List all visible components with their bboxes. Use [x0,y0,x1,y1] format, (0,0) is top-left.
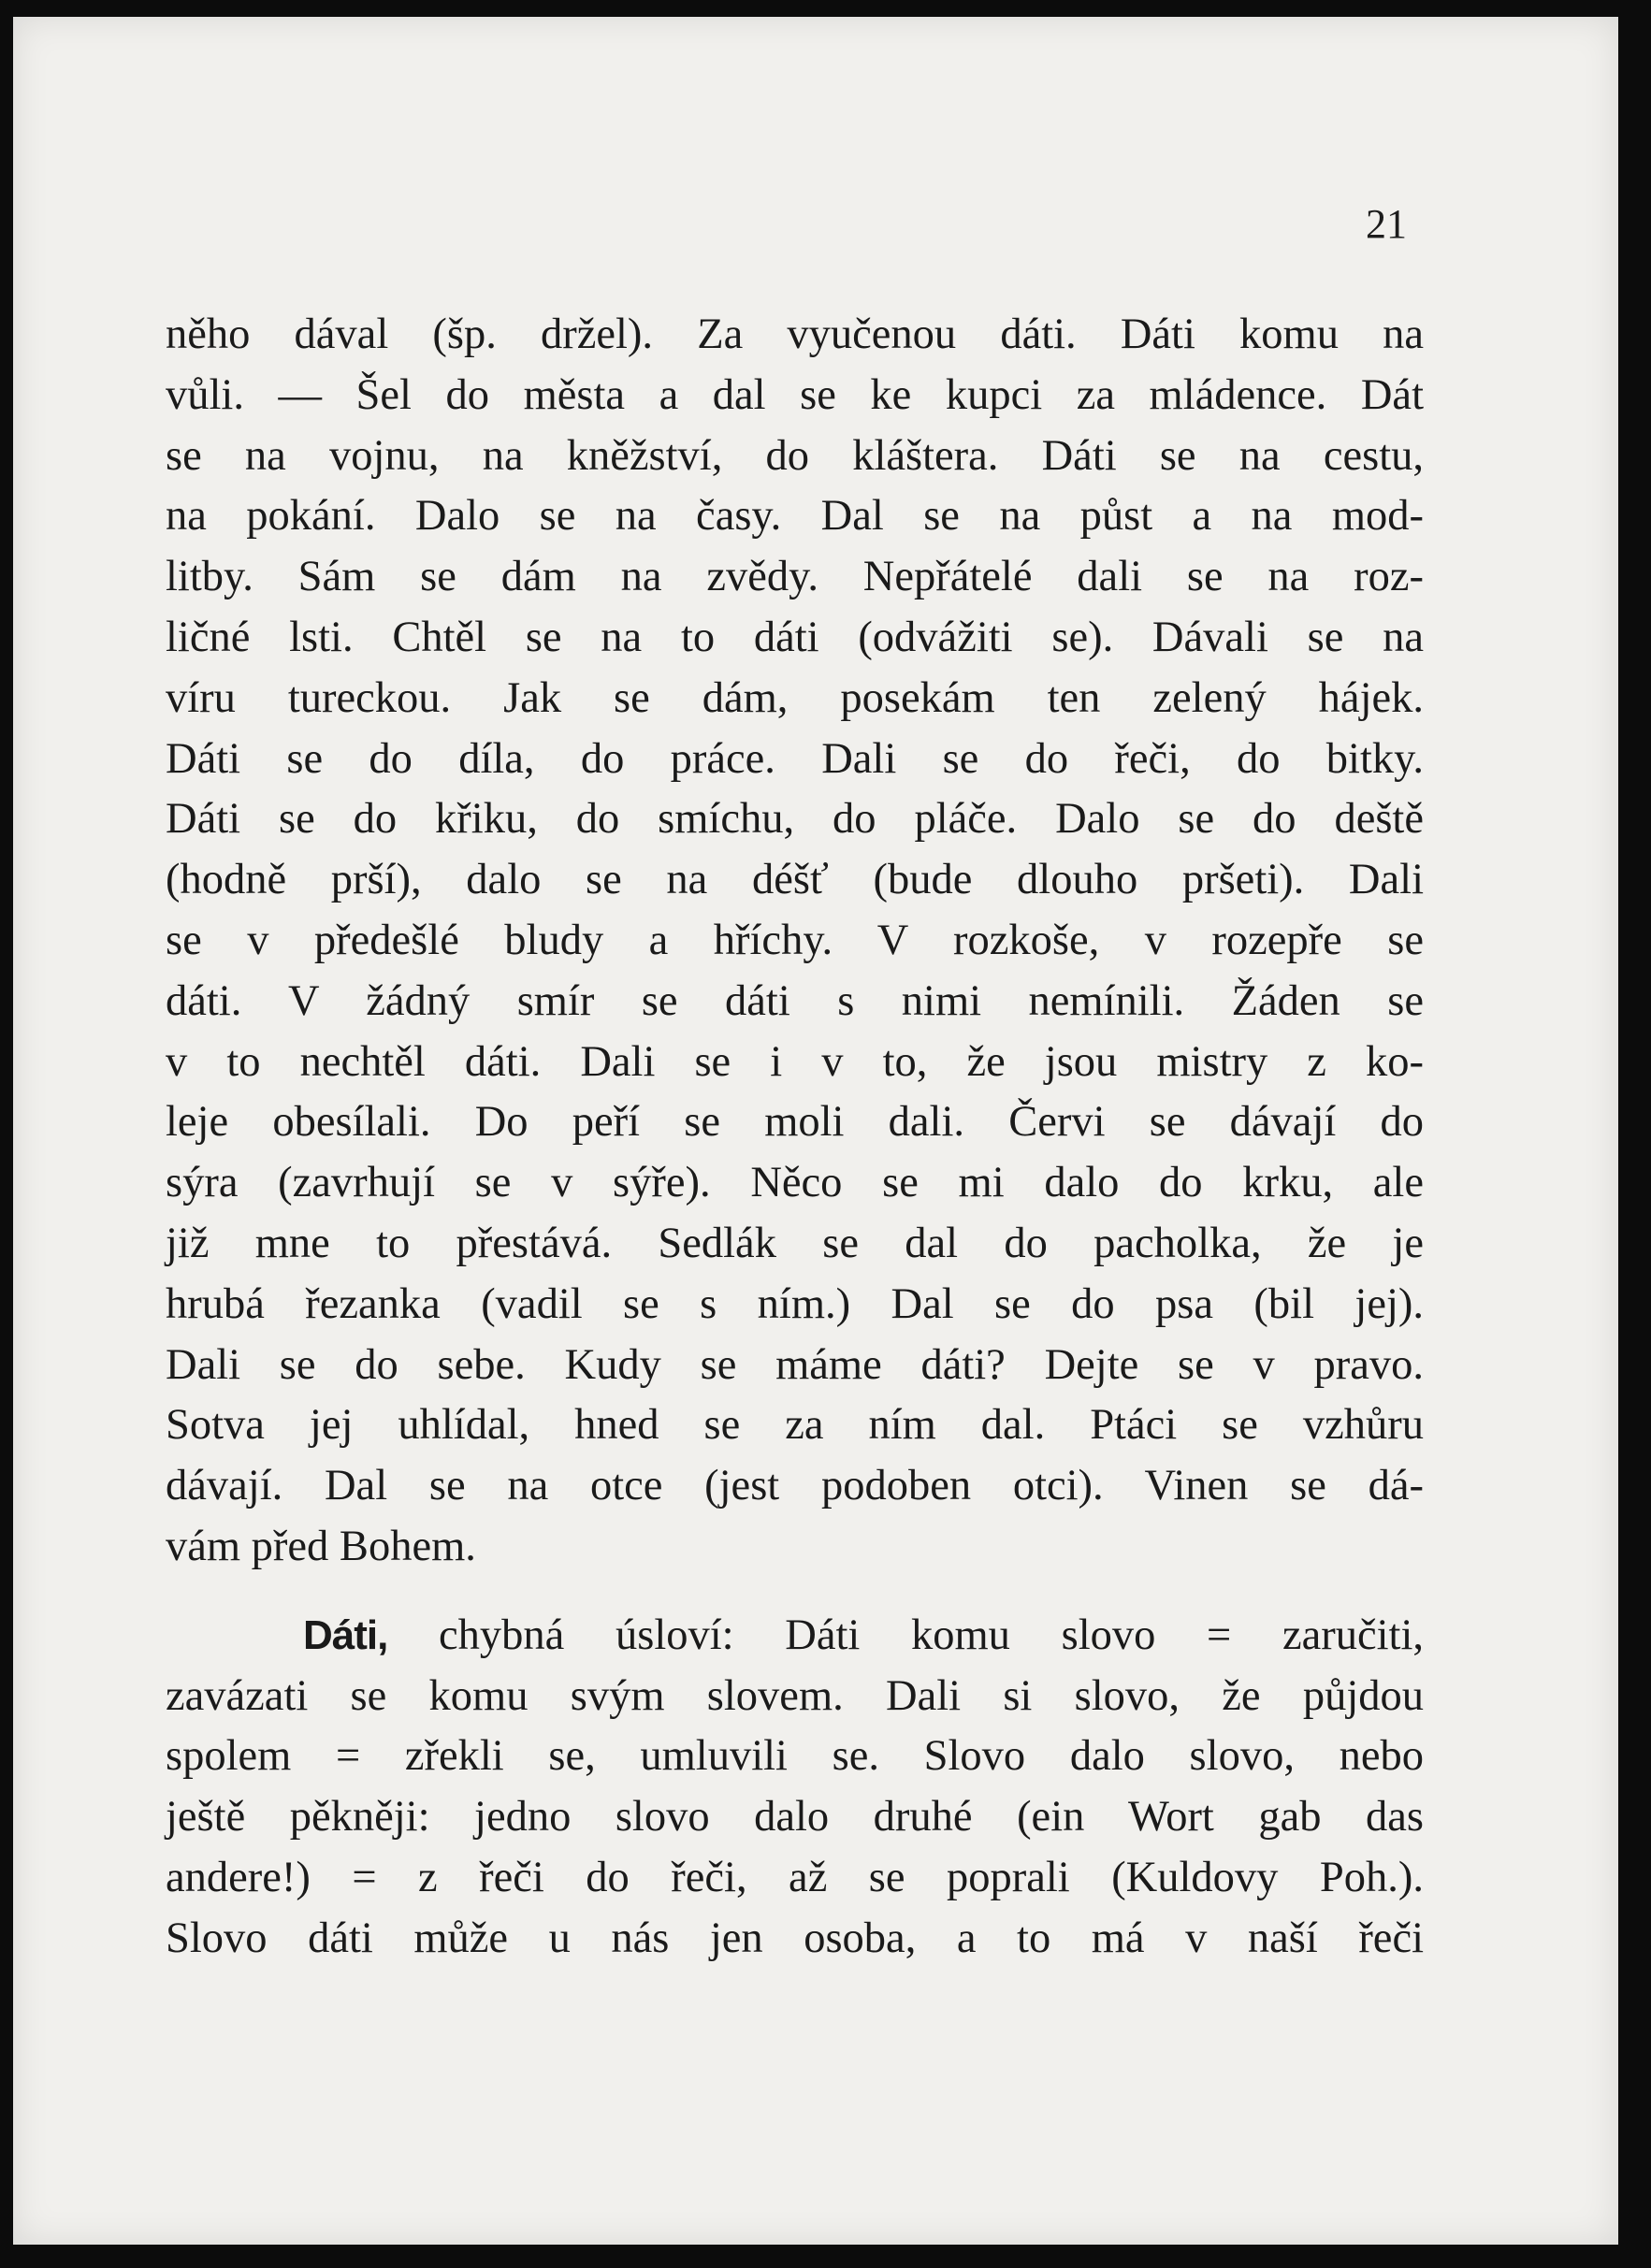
text-line: na pokání. Dalo se na časy. Dal se na půst a na mod- [166,492,1424,541]
text-line: dávají. Dal se na otce (jest podoben otci). Vinen se dá- [166,1462,1424,1510]
text-line: sýra (zavrhují se v sýře). Něco se mi dalo do krku, ale [166,1159,1424,1207]
text-line: ještě pěkněji: jedno slovo dalo druhé (ein Wort gab das [166,1793,1424,1842]
entry-first-line-text: chybná úsloví: Dáti komu slovo = zaručiti, [387,1611,1424,1659]
text-line: Slovo dáti může u nás jen osoba, a to má v naší řeči [166,1914,1424,1962]
text-line: hrubá řezanka (vadil se s ním.) Dal se do psa (bil jej). [166,1279,1424,1328]
text-line: víru tureckou. Jak se dám, posekám ten zelený hájek. [166,673,1424,722]
body-text [166,305,1424,1970]
text-line: zavázati se komu svým slovem. Dali si slovo, že půjdou [166,1671,1424,1720]
text-line: leje obesílali. Do peří se moli dali. Červi se dávají do [166,1098,1424,1147]
page-number: 21 [1366,201,1407,247]
text-line: Dali se do sebe. Kudy se máme dáti? Dejte se v pravo. [166,1340,1424,1389]
text-line: vám před Bohem. [166,1522,476,1570]
text-line: litby. Sám se dám na zvědy. Nepřátelé dali se na roz- [166,553,1424,601]
text-line: vůli. — Šel do města a dal se ke kupci za mládence. Dát [166,370,1424,419]
entry-first-line [166,1606,1424,1667]
text-line: Sotva jej uhlídal, hned se za ním dal. Ptáci se vzhůru [166,1401,1424,1450]
text-line: se na vojnu, na kněžství, do kláštera. Dáti se na cestu, [166,431,1424,480]
text-line: (hodně prší), dalo se na déšť (bude dlouho pršeti). Dali [166,856,1424,904]
text-line: Dáti se do díla, do práce. Dali se do řeči, do bitky. [166,734,1424,783]
text-line: něho dával (šp. držel). Za vyučenou dáti. Dáti komu na [166,311,1424,358]
paragraph-1 [166,305,1424,1578]
paragraph-2 [166,1606,1424,1970]
text-line: dáti. V žádný smír se dáti s nimi nemínili. Žáden se [166,976,1424,1025]
text-line: ličné lsti. Chtěl se na to dáti (odvážiti se). Dávali se na [166,613,1424,661]
text-line: andere!) = z řeči do řeči, až se poprali (Kuldovy Poh.). [166,1853,1424,1901]
text-line: v to nechtěl dáti. Dali se i v to, že jsou mistry z ko- [166,1037,1424,1086]
book-page [13,17,1618,2245]
text-line: spolem = zřekli se, umluvili se. Slovo dalo slovo, nebo [166,1732,1424,1781]
text-line: se v předešlé bludy a hříchy. V rozkoše, v rozepře se [166,916,1424,964]
text-line: již mne to přestává. Sedlák se dal do pacholka, že je [166,1219,1424,1267]
text-line: Dáti se do křiku, do smíchu, do pláče. Dalo se do deště [166,795,1424,844]
paragraph-spacer [166,1578,1424,1606]
entry-headword: Dáti, [303,1611,388,1658]
